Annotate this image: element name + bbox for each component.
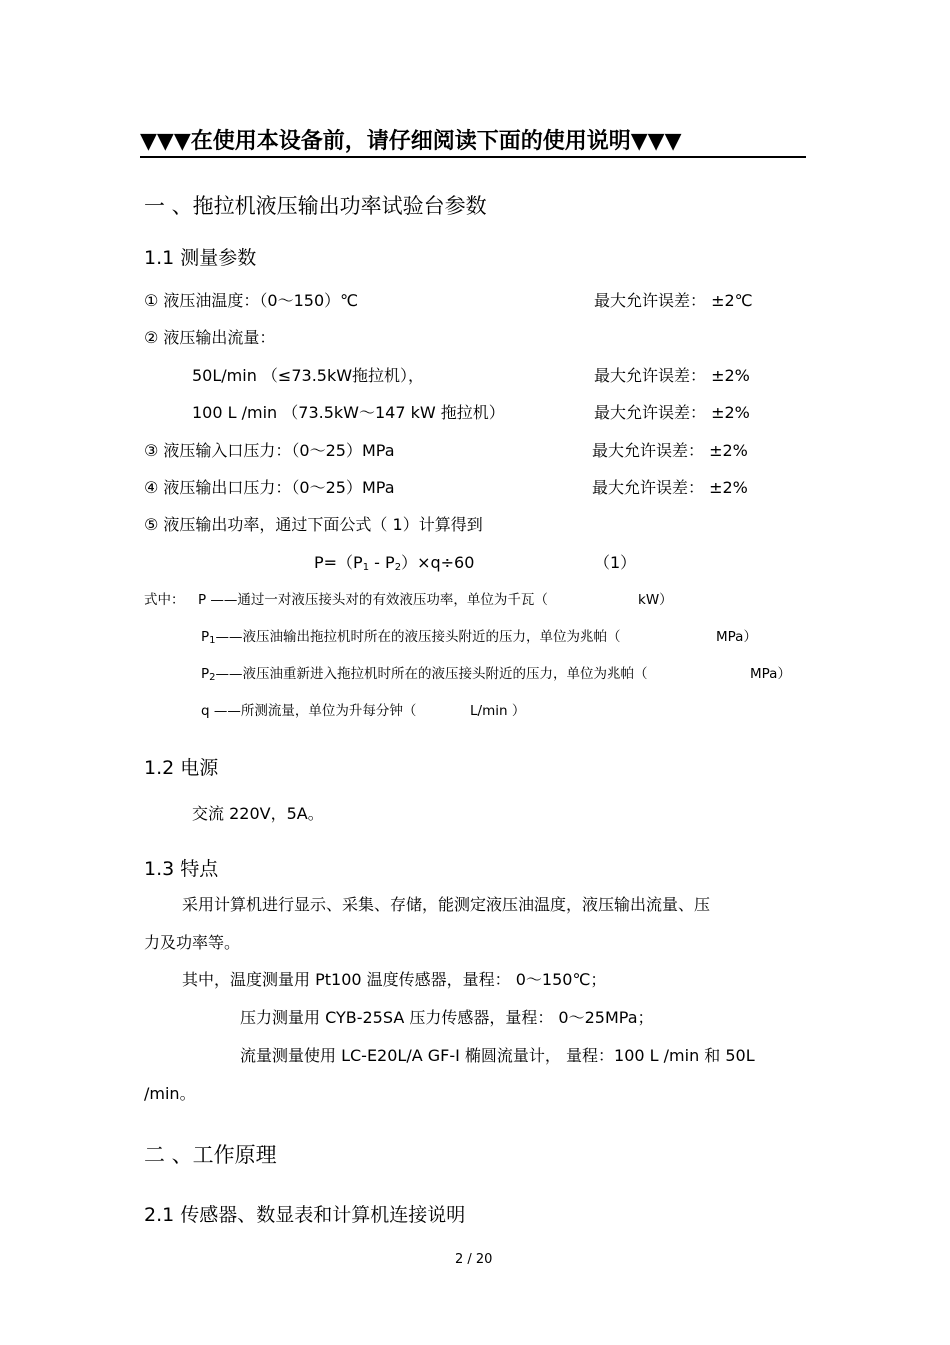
section-1-heading: 一 、拖拉机液压输出功率试验台参数 (144, 194, 487, 218)
formula-mid: - P (369, 553, 395, 572)
where-label: 式中： (144, 592, 185, 608)
p2-subscript: 2 (209, 672, 216, 683)
power-supply-text: 交流 220V，5A。 (192, 804, 324, 823)
param-output-power: ⑤ 液压输出功率，通过下面公式（ 1）计算得到 (144, 515, 483, 534)
param-output-flow: ② 液压输出流量： (144, 328, 276, 347)
param-flow-50-error: 最大允许误差： ±2% (594, 366, 750, 385)
p2-symbol: P (201, 666, 210, 682)
formula-sub-1: 1 (362, 562, 370, 573)
where-p1 (201, 625, 621, 646)
features-temp-sensor: 其中，温度测量用 Pt100 温度传感器，量程： 0～150℃； (182, 970, 607, 989)
param-input-pressure-error: 最大允许误差： ±2% (592, 441, 748, 460)
section-2-heading: 二 、工作原理 (144, 1143, 277, 1167)
param-output-pressure-error: 最大允许误差： ±2% (592, 478, 748, 497)
param-flow-100: 100 L /min （73.5kW～147 kW 拖拉机） (192, 403, 505, 422)
formula-number: （1） (594, 553, 637, 572)
param-flow-100-error: 最大允许误差： ±2% (594, 403, 750, 422)
param-output-pressure: ④ 液压输出口压力：（0～25）MPa (144, 478, 395, 497)
features-pressure-sensor: 压力测量用 CYB-25SA 压力传感器，量程： 0～25MPa； (240, 1008, 654, 1027)
where-p2-unit: MPa） (750, 666, 791, 682)
param-flow-50: 50L/min （≤73.5kW拖拉机）， (192, 366, 425, 385)
p1-text: ——液压油输出拖拉机时所在的液压接头附近的压力，单位为兆帕（ (215, 629, 621, 645)
param-oil-temperature: ① 液压油温度：（0～150）℃ (144, 291, 359, 310)
where-q-unit: L/min ） (470, 703, 526, 719)
features-line-2: 力及功率等。 (144, 933, 241, 952)
p1-symbol: P (201, 629, 210, 645)
formula-sub-2: 2 (394, 562, 402, 573)
where-p: P ——通过一对液压接头对的有效液压功率，单位为千瓦（ (198, 592, 548, 608)
features-flow-meter: 流量测量使用 LC-E20L/A GF-I 椭圆流量计， 量程：100 L /min 和 50L (240, 1046, 755, 1065)
features-line-1: 采用计算机进行显示、采集、存储，能测定液压油温度，液压输出流量、压 (182, 895, 711, 914)
features-flow-meter-cont: /min。 (144, 1084, 196, 1103)
where-p1-unit: MPa） (716, 629, 757, 645)
formula-rhs: ）×q÷60 (401, 553, 475, 572)
formula-lhs: P=（P (314, 553, 363, 572)
p2-text: ——液压油重新进入拖拉机时所在的液压接头附近的压力，单位为兆帕（ (215, 666, 648, 682)
power-formula (314, 550, 474, 573)
subsection-2-1-heading: 2.1 传感器、数显表和计算机连接说明 (144, 1204, 466, 1226)
banner-rule (140, 156, 806, 158)
subsection-1-3-heading: 1.3 特点 (144, 858, 219, 880)
where-q: q ——所测流量，单位为升每分钟（ (201, 703, 417, 719)
page-number: 2 / 20 (455, 1252, 493, 1267)
where-p-unit: kW） (638, 592, 673, 608)
param-oil-temperature-error: 最大允许误差： ±2℃ (594, 291, 753, 310)
param-input-pressure: ③ 液压输入口压力：（0～25）MPa (144, 441, 395, 460)
warning-banner: ▼▼▼在使用本设备前，请仔细阅读下面的使用说明▼▼▼ (140, 129, 682, 154)
subsection-1-1-heading: 1.1 测量参数 (144, 247, 257, 269)
where-p2 (201, 662, 648, 683)
subsection-1-2-heading: 1.2 电源 (144, 757, 219, 779)
p1-subscript: 1 (209, 635, 216, 646)
